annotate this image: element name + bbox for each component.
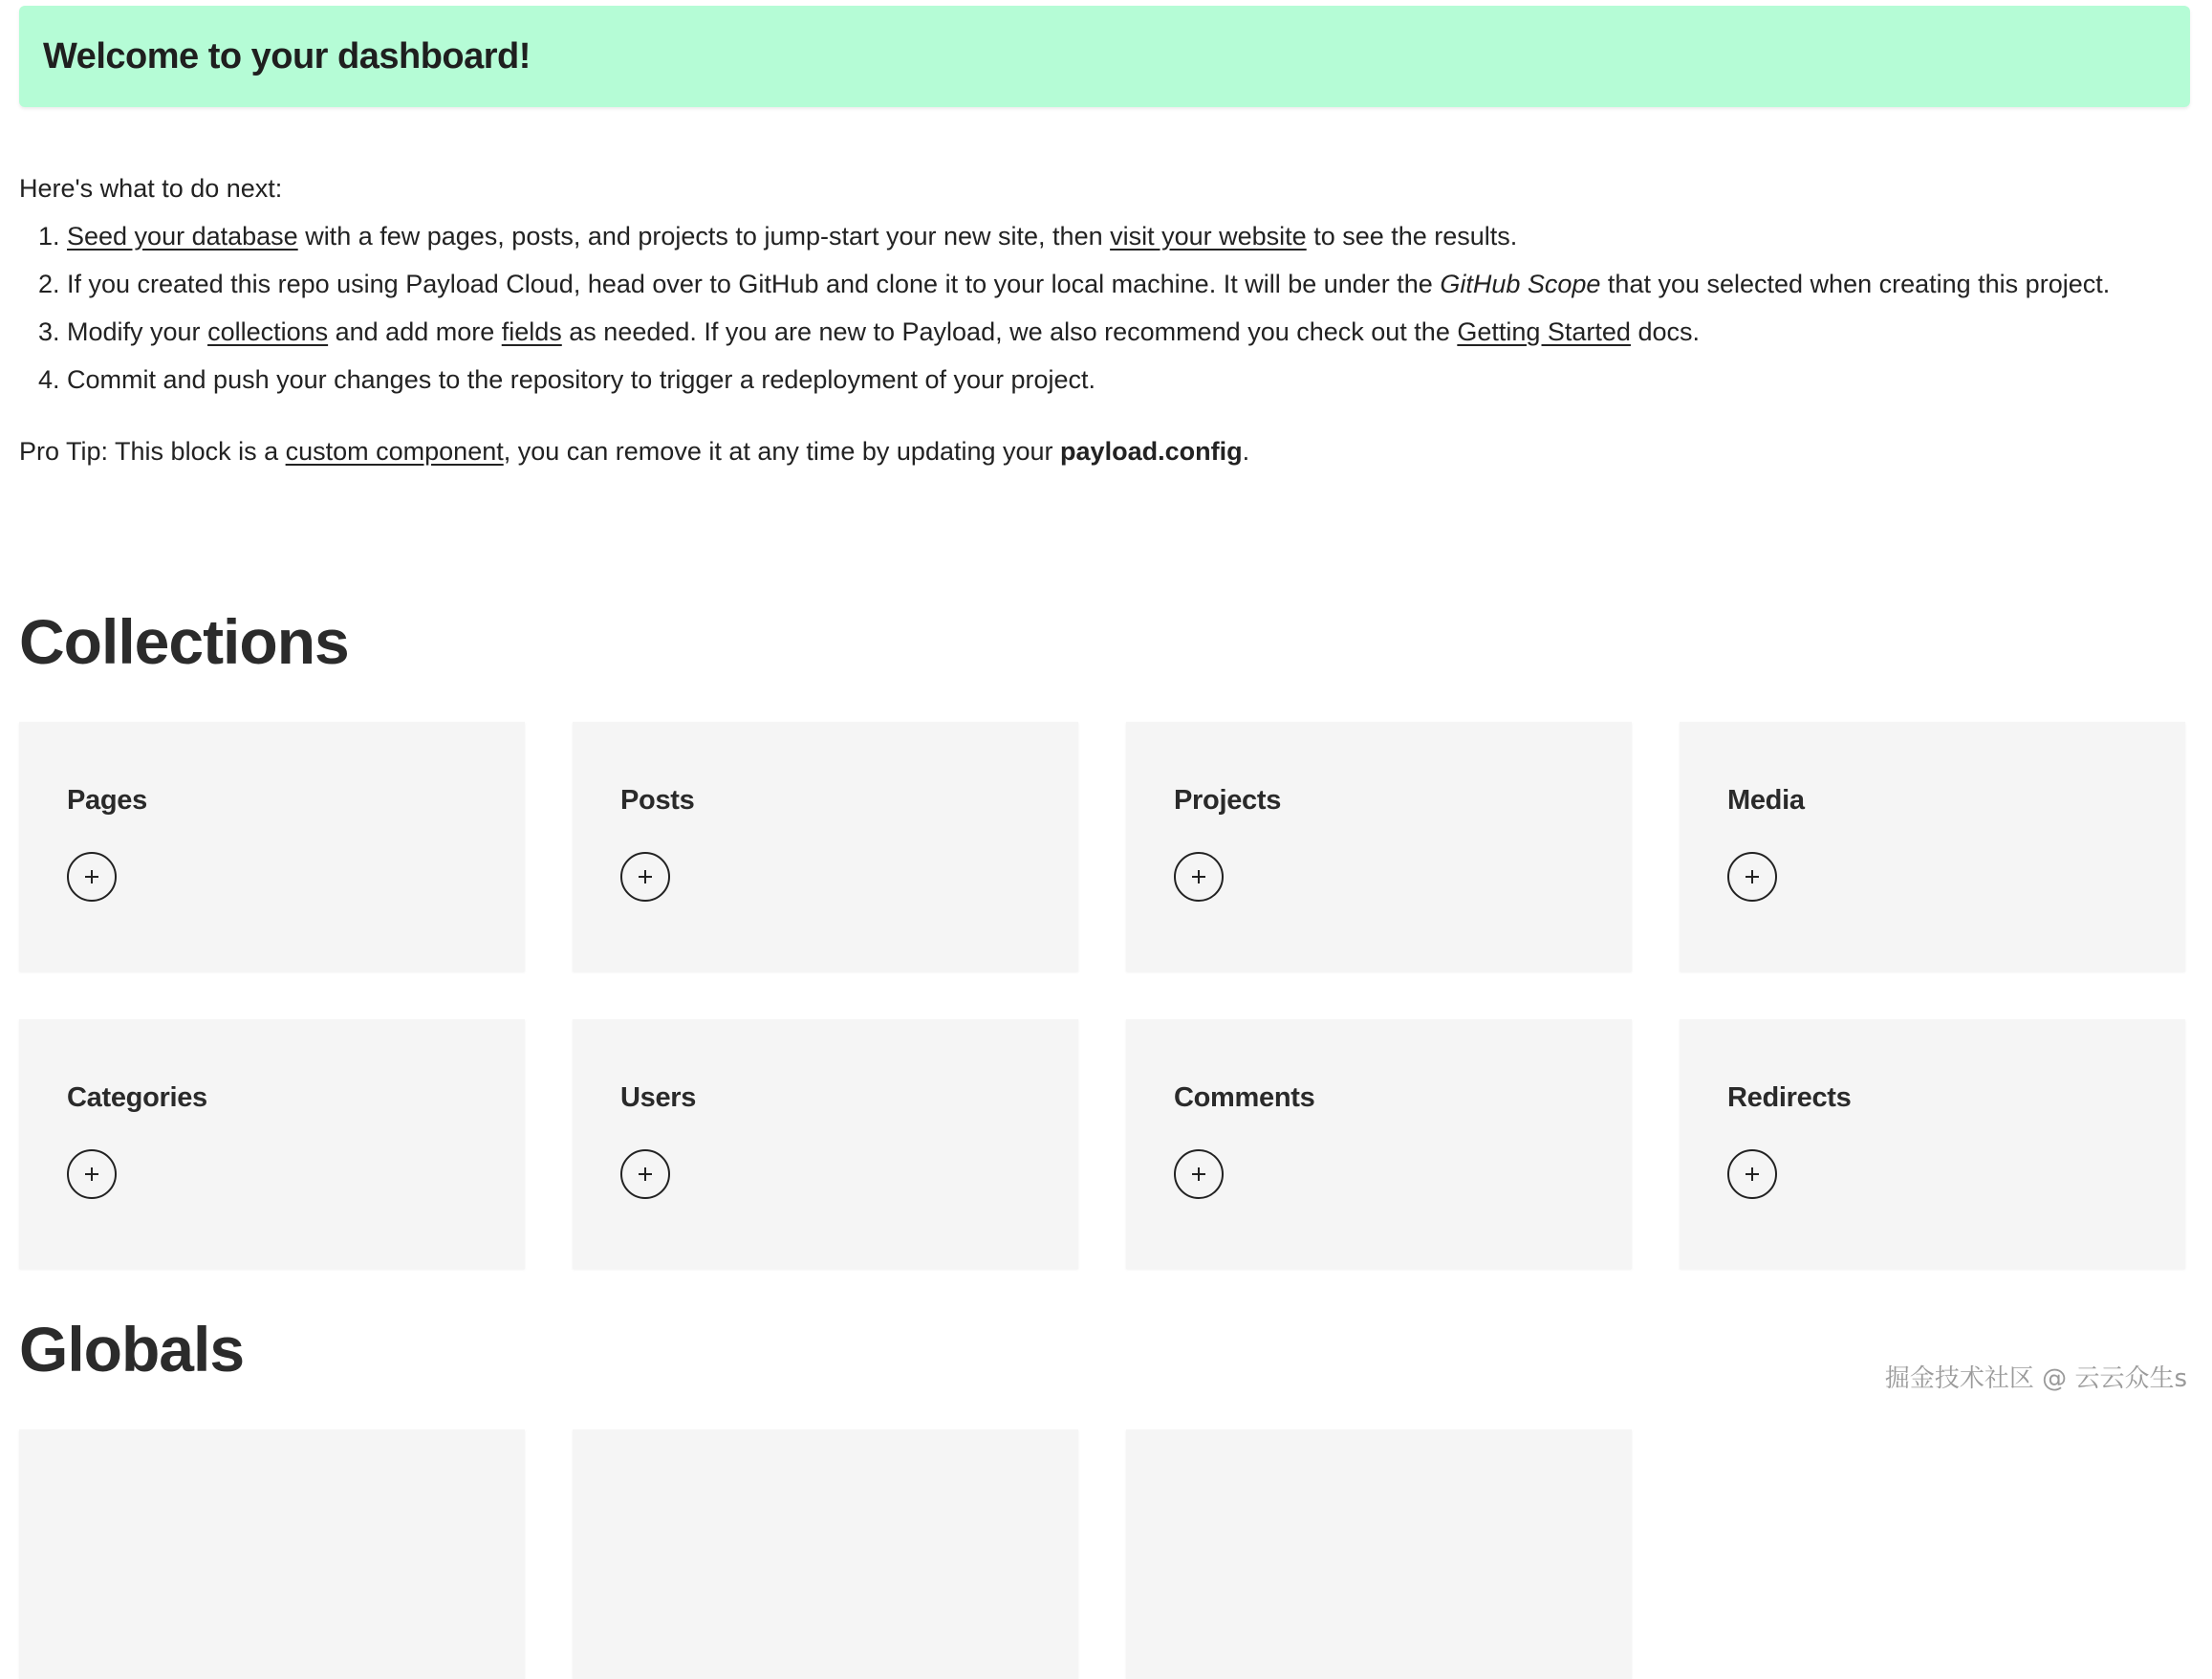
card-title[interactable]: Projects xyxy=(1174,785,1282,816)
plus-icon xyxy=(636,1165,655,1184)
collection-card-posts[interactable] xyxy=(573,722,1078,971)
plus-icon xyxy=(82,867,101,886)
getting-started-link[interactable]: Getting Started xyxy=(1457,317,1631,346)
add-page-button[interactable] xyxy=(67,852,117,902)
step-1: 1. Seed your database with a few pages, posts, and projects to jump-start your new site, then visit your website to see the results. xyxy=(67,212,2190,260)
collection-card-projects[interactable] xyxy=(1126,722,1632,971)
globals-heading: Globals xyxy=(19,1314,245,1385)
dashboard-page xyxy=(19,6,2190,1679)
banner-title: Welcome to your dashboard! xyxy=(43,35,531,76)
card-title[interactable]: Categories xyxy=(67,1082,207,1113)
collection-card-media[interactable] xyxy=(1680,722,2185,971)
intro-lead: Here's what to do next: xyxy=(19,174,283,203)
card-title[interactable]: Comments xyxy=(1174,1082,1315,1113)
payload-config-text: payload.config xyxy=(1060,437,1243,466)
step-2: 2. If you created this repo using Payload Cloud, head over to GitHub and clone it to your local machine. It will be under the GitHub Scope that you selected when creating this project. xyxy=(67,260,2190,308)
custom-component-link[interactable]: custom component xyxy=(285,437,504,466)
collections-grid xyxy=(19,722,2190,1269)
collection-card-redirects[interactable] xyxy=(1680,1019,2185,1269)
plus-icon xyxy=(636,867,655,886)
global-card[interactable] xyxy=(19,1429,525,1679)
add-category-button[interactable] xyxy=(67,1149,117,1199)
plus-icon xyxy=(1189,1165,1208,1184)
card-title[interactable]: Redirects xyxy=(1727,1082,1852,1113)
plus-icon xyxy=(1743,867,1762,886)
watermark-text: 掘金技术社区 @ 云云众生s xyxy=(1884,1364,2187,1393)
global-card[interactable] xyxy=(573,1429,1078,1679)
plus-icon xyxy=(1743,1165,1762,1184)
card-title[interactable]: Media xyxy=(1727,785,1805,816)
collection-card-pages[interactable] xyxy=(19,722,525,971)
seed-database-link[interactable]: Seed your database xyxy=(67,222,298,251)
visit-website-link[interactable]: visit your website xyxy=(1110,222,1307,251)
pro-tip: Pro Tip: This block is a custom component, you can remove it at any time by updating your payload.config. xyxy=(19,437,1250,466)
collection-card-comments[interactable] xyxy=(1126,1019,1632,1269)
before-dashboard-intro xyxy=(19,164,2190,475)
global-card[interactable] xyxy=(1126,1429,1632,1679)
plus-icon xyxy=(82,1165,101,1184)
add-post-button[interactable] xyxy=(620,852,670,902)
card-title[interactable]: Users xyxy=(620,1082,697,1113)
welcome-banner xyxy=(19,6,2190,107)
collection-card-categories[interactable] xyxy=(19,1019,525,1269)
add-comment-button[interactable] xyxy=(1174,1149,1224,1199)
card-title[interactable]: Pages xyxy=(67,785,147,816)
add-media-button[interactable] xyxy=(1727,852,1777,902)
plus-icon xyxy=(1189,867,1208,886)
next-steps-list xyxy=(19,212,2190,403)
add-project-button[interactable] xyxy=(1174,852,1224,902)
step-4: 4. Commit and push your changes to the repository to trigger a redeployment of your project. xyxy=(67,356,2190,403)
collections-docs-link[interactable]: collections xyxy=(207,317,329,346)
collection-card-users[interactable] xyxy=(573,1019,1078,1269)
fields-docs-link[interactable]: fields xyxy=(501,317,562,346)
add-redirect-button[interactable] xyxy=(1727,1149,1777,1199)
add-user-button[interactable] xyxy=(620,1149,670,1199)
step-3: 3. Modify your collections and add more fields as needed. If you are new to Payload, we also recommend you check out the Getting Started docs. xyxy=(67,308,2190,356)
globals-grid xyxy=(19,1429,2190,1679)
github-scope-emphasis: GitHub Scope xyxy=(1440,270,1601,298)
collections-heading: Collections xyxy=(19,606,349,677)
card-title[interactable]: Posts xyxy=(620,785,695,816)
